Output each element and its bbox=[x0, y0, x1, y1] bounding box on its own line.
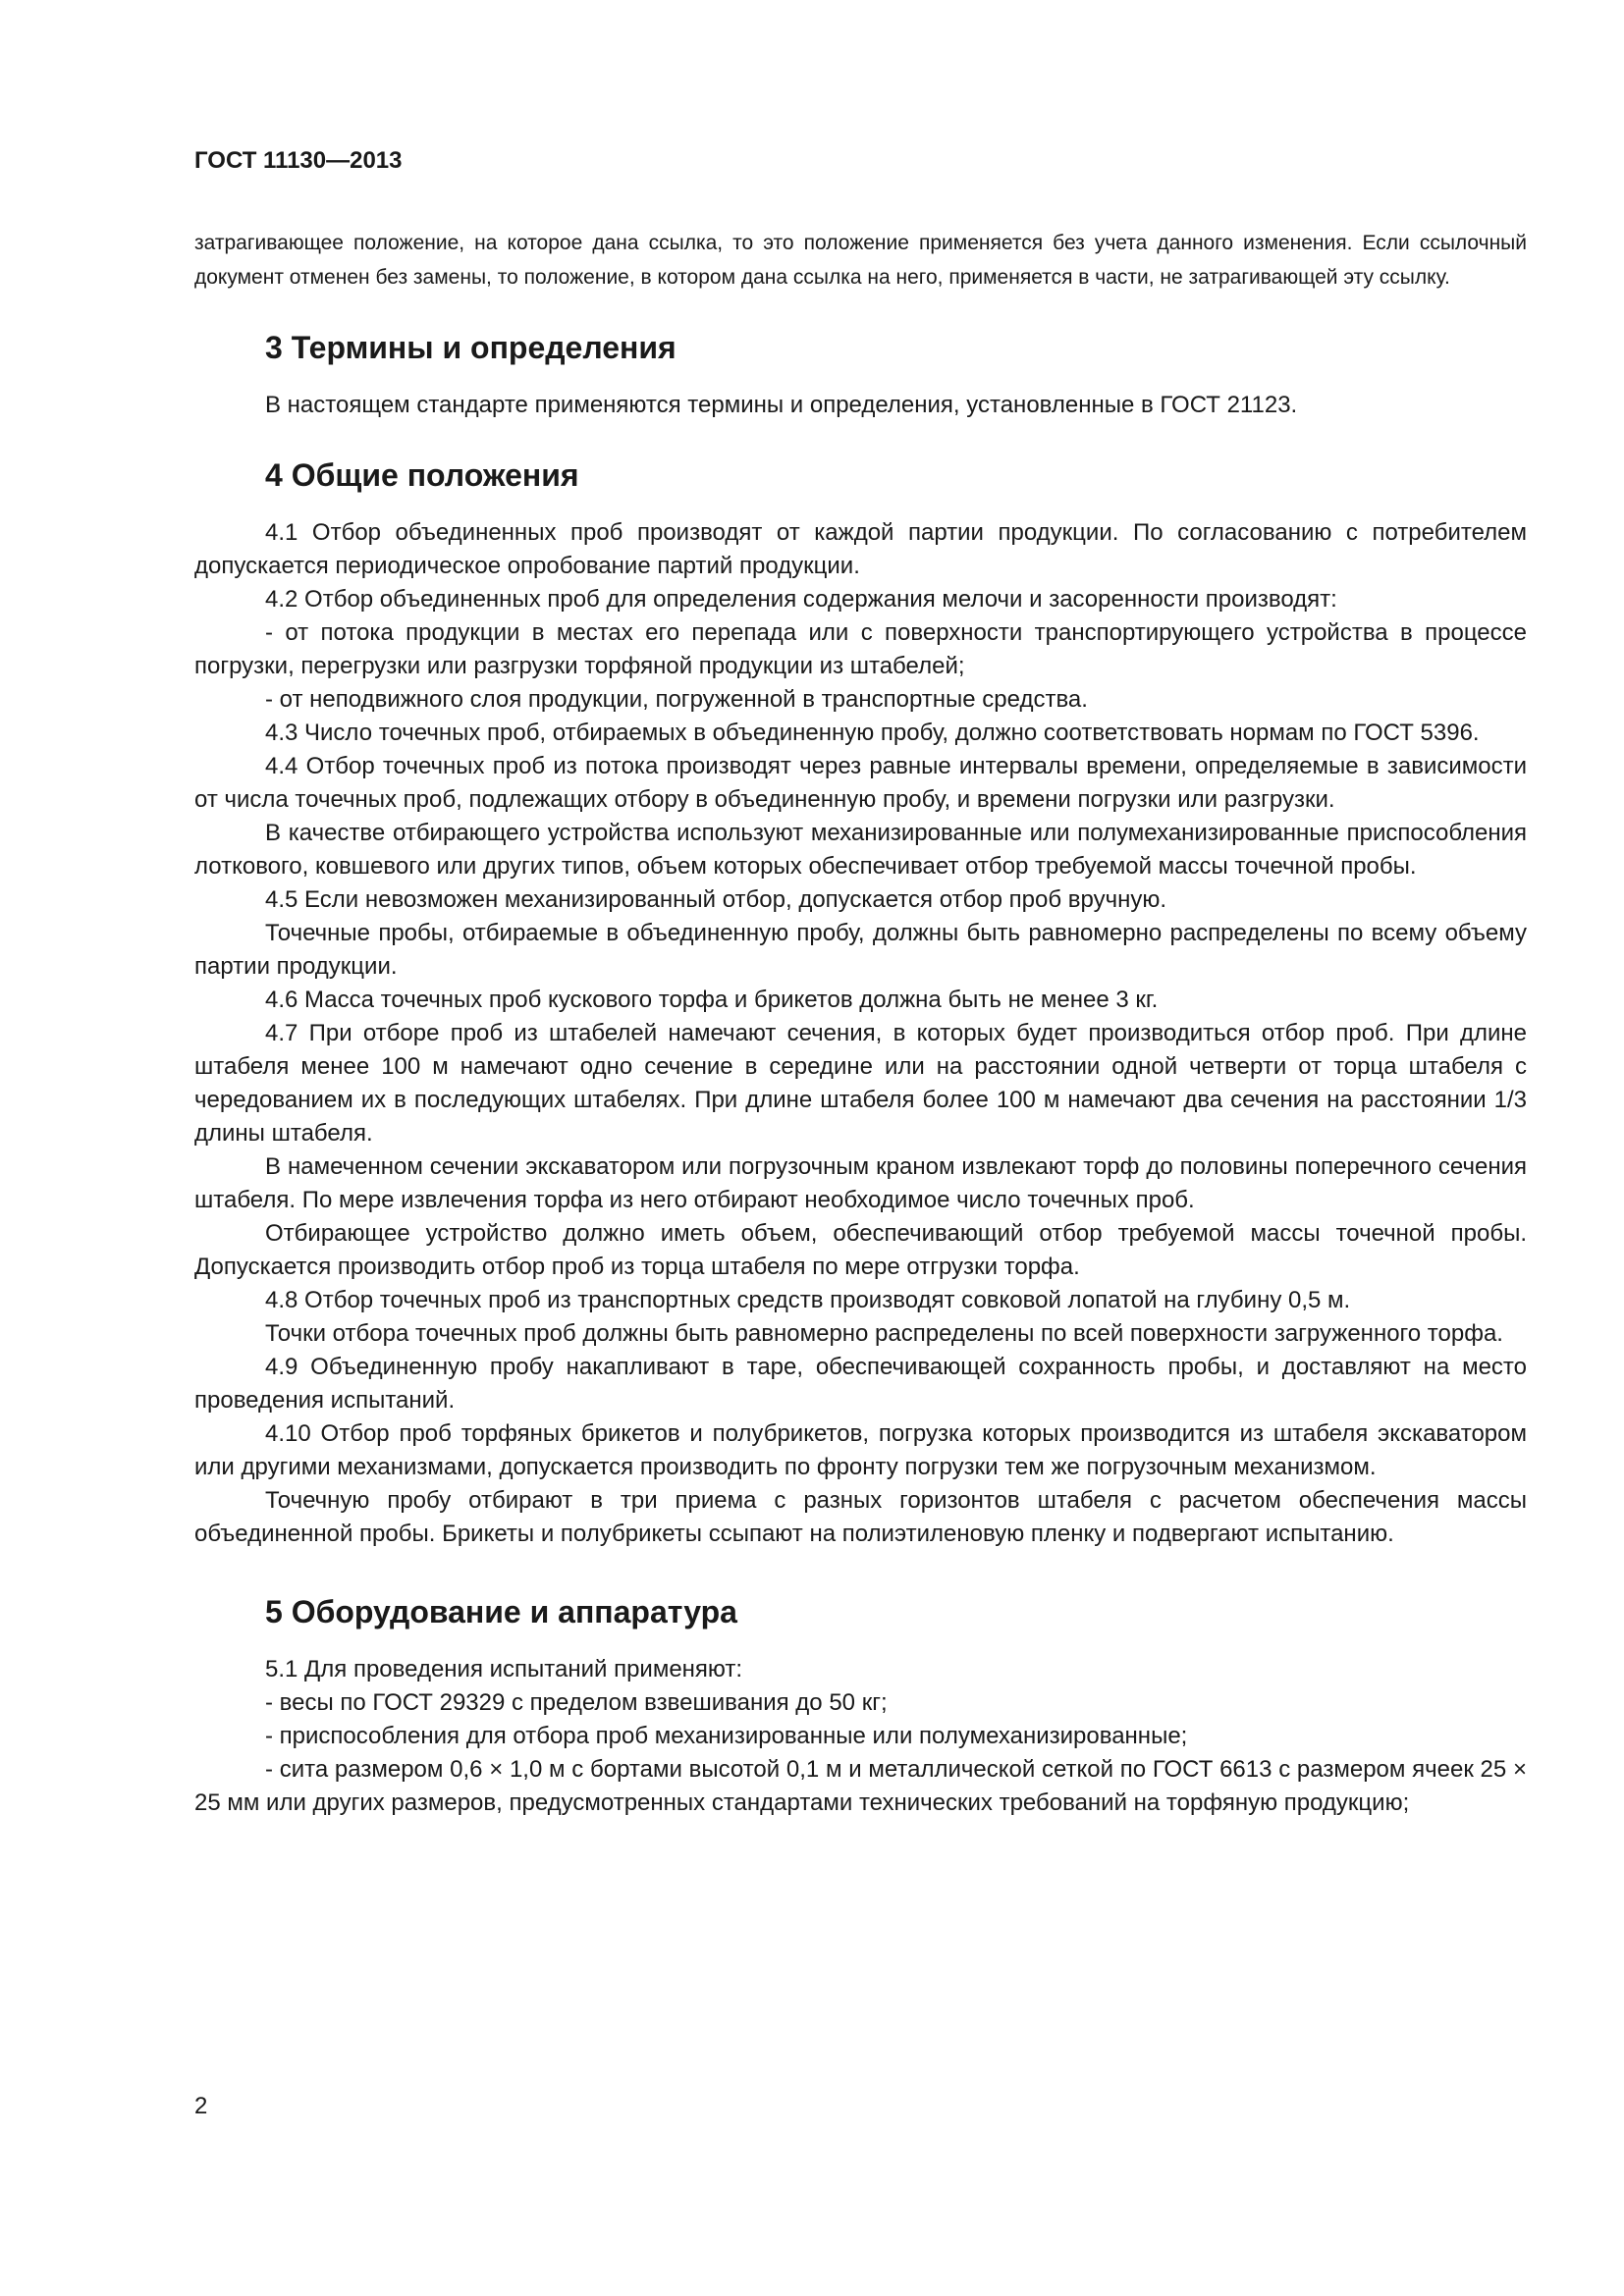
clause-4-2-item-2: - от неподвижного слоя продукции, погруженной в транспортные средства. bbox=[265, 686, 1088, 713]
section-3-title: 3 Термины и определения bbox=[265, 330, 677, 365]
clause-4-3: 4.3 Число точечных проб, отбираемых в объединенную пробу, должно соответствовать нормам по ГОСТ 5396. bbox=[265, 720, 1480, 746]
clause-4-8: 4.8 Отбор точечных проб из транспортных средств производят совковой лопатой на глубину 0,5 м. bbox=[265, 1287, 1351, 1313]
clause-4-10-note: Точечную пробу отбирают в три приема с разных горизонтов штабеля с расчетом обеспечения массы объединенной пробы. Брикеты и полубрикеты ссыпают на полиэтиленовую пленку и подвергают испытанию. bbox=[194, 1487, 1527, 1547]
clause-4-7-note-1: В намеченном сечении экскаватором или погрузочным краном извлекают торф до половины поперечного сечения штабеля. По мере извлечения торфа из него отбирают необходимое число точечных проб. bbox=[194, 1153, 1527, 1213]
document-id-header: ГОСТ 11130—2013 bbox=[194, 147, 403, 174]
clause-5-1: 5.1 Для проведения испытаний применяют: bbox=[265, 1656, 743, 1682]
clause-5-1-item-2: - приспособления для отбора проб механизированные или полумеханизированные; bbox=[265, 1723, 1188, 1749]
clause-4-8-note: Точки отбора точечных проб должны быть равномерно распределены по всей поверхности загруженного торфа. bbox=[265, 1320, 1503, 1347]
intro-paragraph: затрагивающее положение, на которое дана ссылка, то это положение применяется без учета данного изменения. Если ссылочный документ отменен без замены, то положение, в котором дана ссылка на него, применяется в части, не затрагивающей эту ссылку. bbox=[194, 232, 1527, 289]
clause-5-1-item-1: - весы по ГОСТ 29329 с пределом взвешивания до 50 кг; bbox=[265, 1689, 888, 1716]
page-number: 2 bbox=[194, 2093, 208, 2119]
clause-4-9: 4.9 Объединенную пробу накапливают в таре, обеспечивающей сохранность пробы, и доставляют на место проведения испытаний. bbox=[194, 1354, 1527, 1414]
clause-4-1: 4.1 Отбор объединенных проб производят от каждой партии продукции. По согласованию с потребителем допускается периодическое опробование партий продукции. bbox=[194, 519, 1527, 579]
clause-4-5-note: Точечные пробы, отбираемые в объединенную пробу, должны быть равномерно распределены по всему объему партии продукции. bbox=[194, 920, 1527, 980]
clause-4-7: 4.7 При отборе проб из штабелей намечают сечения, в которых будет производиться отбор проб. При длине штабеля менее 100 м намечают одно сечение в середине или на расстоянии одной четверти от торца штабеля с чередованием их в последующих штабелях. При длине штабеля более 100 м намечают два сечения на расстоянии 1/3 длины штабеля. bbox=[194, 1020, 1527, 1147]
clause-5-1-item-3: - сита размером 0,6 × 1,0 м с бортами высотой 0,1 м и металлической сеткой по ГОСТ 6613 с размером ячеек 25 × 25 мм или других размеров, предусмотренных стандартами технических требований на торфяную продукцию; bbox=[194, 1756, 1527, 1816]
section-5-title: 5 Оборудование и аппаратура bbox=[265, 1594, 737, 1629]
section-4 bbox=[194, 455, 1527, 1551]
section-3 bbox=[194, 328, 1527, 422]
clause-4-2-item-1: - от потока продукции в местах его перепада или с поверхности транспортирующего устройства в процессе погрузки, перегрузки или разгрузки торфяной продукции из штабелей; bbox=[194, 619, 1527, 679]
clause-4-5: 4.5 Если невозможен механизированный отбор, допускается отбор проб вручную. bbox=[265, 886, 1166, 913]
document-page bbox=[194, 147, 1527, 1820]
clause-4-4: 4.4 Отбор точечных проб из потока производят через равные интервалы времени, определяемые в зависимости от числа точечных проб, подлежащих отбору в объединенную пробу, и времени погрузки или разгрузки. bbox=[194, 753, 1527, 813]
clause-4-6: 4.6 Масса точечных проб кускового торфа и брикетов должна быть не менее 3 кг. bbox=[265, 987, 1159, 1013]
clause-4-7-note-2: Отбирающее устройство должно иметь объем, обеспечивающий отбор требуемой массы точечной пробы. Допускается производить отбор проб из торца штабеля по мере отгрузки торфа. bbox=[194, 1220, 1527, 1280]
section-3-paragraph: В настоящем стандарте применяются термины и определения, установленные в ГОСТ 21123. bbox=[265, 392, 1298, 418]
section-5 bbox=[194, 1592, 1527, 1820]
clause-4-4-note: В качестве отбирающего устройства используют механизированные или полумеханизированные приспособления лоткового, ковшевого или других типов, объем которых обеспечивает отбор требуемой массы точечной пробы. bbox=[194, 820, 1527, 880]
clause-4-10: 4.10 Отбор проб торфяных брикетов и полубрикетов, погрузка которых производится из штабеля экскаватором или другими механизмами, допускается производить по фронту погрузки тем же погрузочным механизмом. bbox=[194, 1420, 1527, 1480]
clause-4-2: 4.2 Отбор объединенных проб для определения содержания мелочи и засоренности производят: bbox=[265, 586, 1337, 613]
section-4-title: 4 Общие положения bbox=[265, 457, 579, 493]
